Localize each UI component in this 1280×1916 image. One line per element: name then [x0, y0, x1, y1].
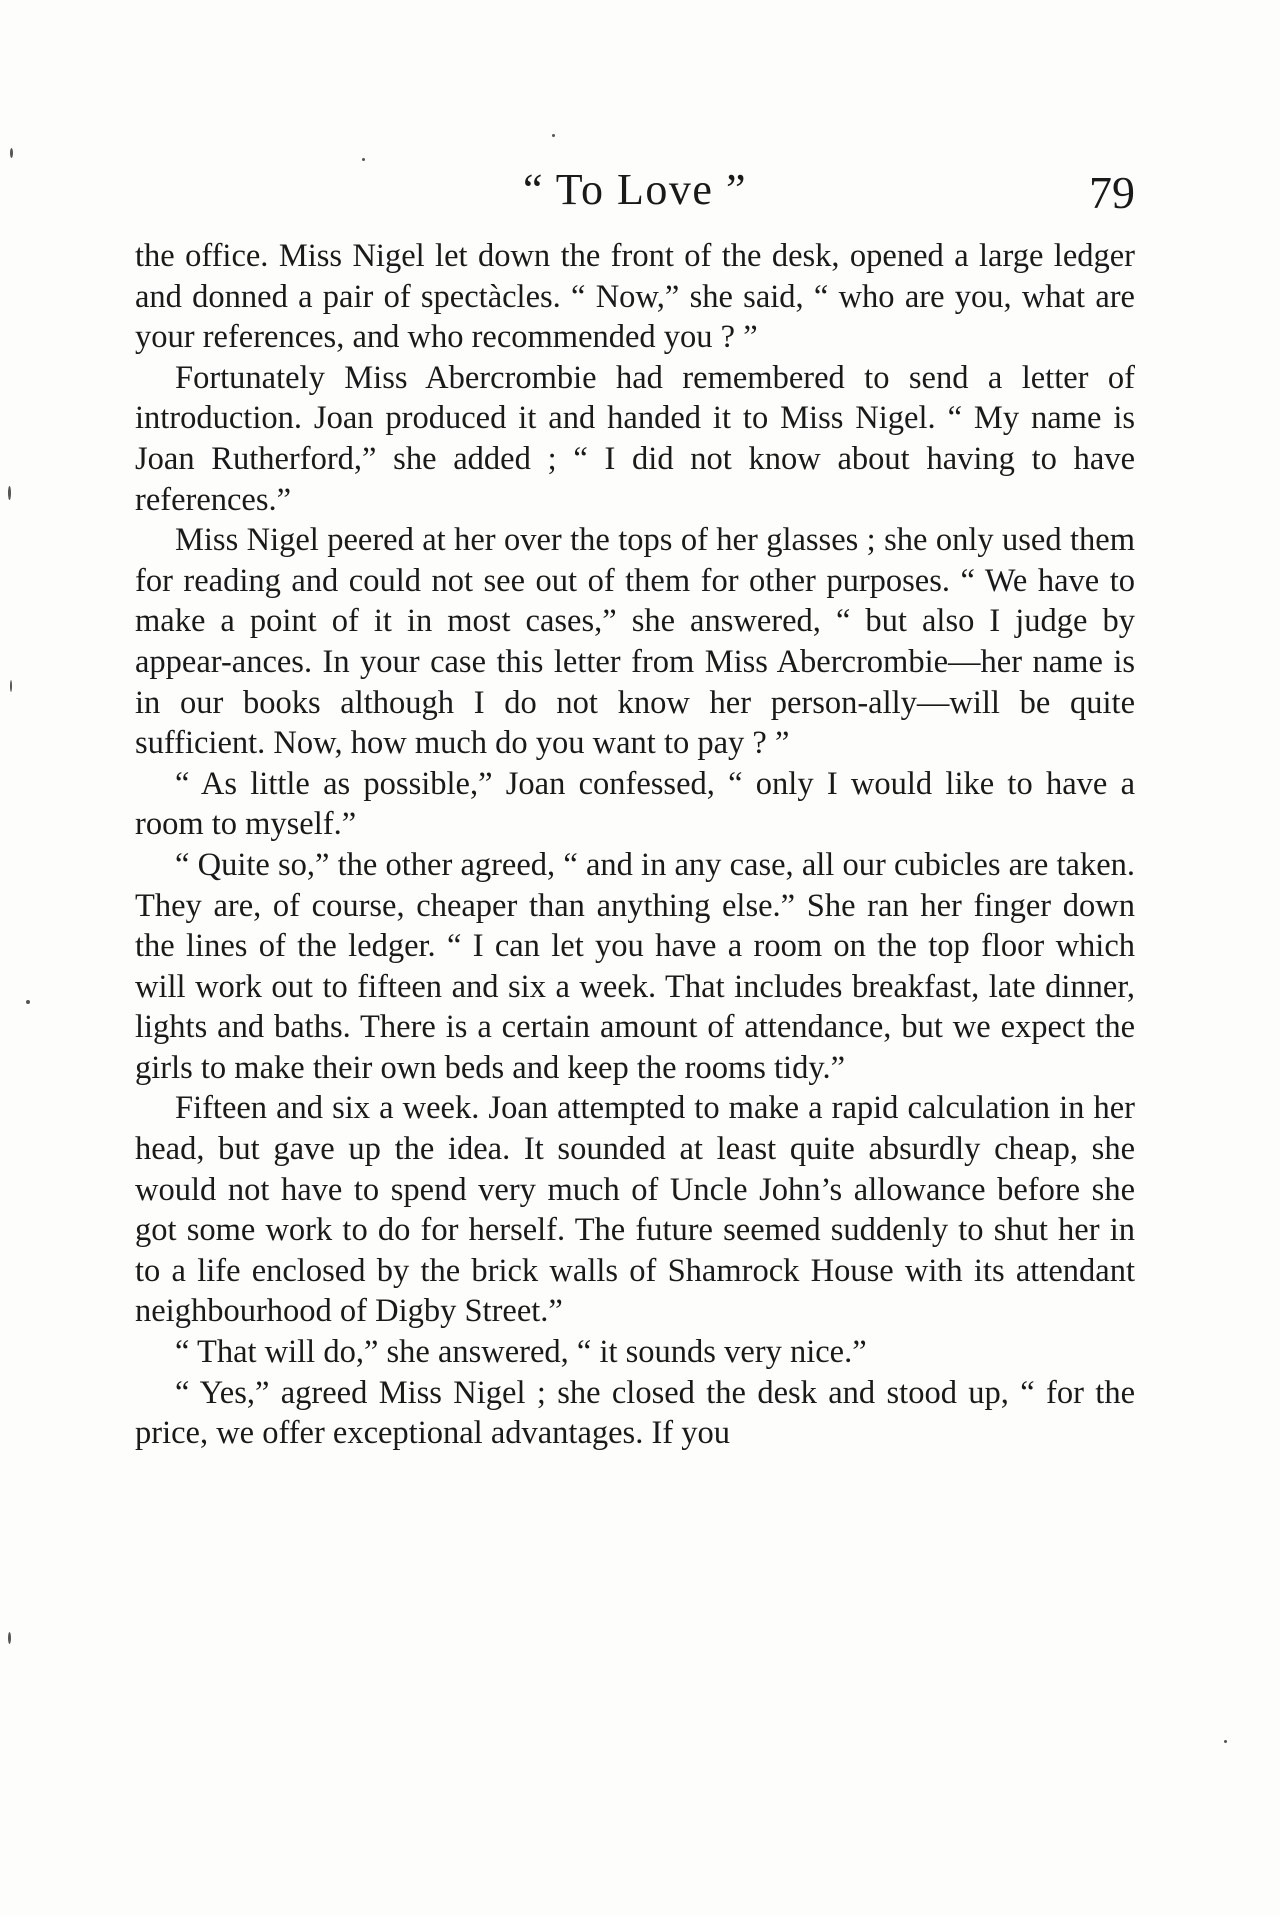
paragraph: Fortunately Miss Abercrombie had remembered to send a letter of introduction. Joan produced it and handed it to Miss Nigel. “ My name is Joan Rutherford,” she added ; “ I did not know about having to have references.”	[135, 359, 1135, 518]
scan-speck	[10, 680, 12, 692]
paragraph: “ That will do,” she answered, “ it sounds very nice.”	[175, 1334, 867, 1371]
paragraph: Miss Nigel peered at her over the tops of her glasses ; she only used them for reading and could not see out of them for other purposes. “ We have to make a point of it in most cases,” she answered, “ but also I judge by appear-ances. In your case this letter from Miss Abercrombie—her name is in our books although I do not know her person-ally—will be quite sufficient. Now, how much do you want to pay ? ”	[135, 522, 1135, 762]
running-head	[135, 158, 1135, 228]
scan-speck	[26, 1000, 30, 1004]
running-title: “ To Love ”	[523, 165, 747, 214]
scan-speck	[1224, 1740, 1227, 1743]
paragraph: Fifteen and six a week. Joan attempted to make a rapid calculation in her head, but gave up the idea. It sounded at least quite absurdly cheap, she would not have to spend very much of Uncle John’s allowance before she got some work to do for herself. The future seemed suddenly to shut her in to a life enclosed by the brick walls of Shamrock House with its attendant neighbourhood of Digby Street.”	[135, 1090, 1135, 1330]
page-number: 79	[1089, 167, 1135, 218]
paragraph: “ As little as possible,” Joan confessed, “ only I would like to have a room to myself.”	[135, 765, 1135, 843]
scan-speck	[552, 134, 555, 137]
body-text	[135, 236, 1135, 1454]
scan-speck	[8, 486, 11, 500]
paragraph: “ Quite so,” the other agreed, “ and in any case, all our cubicles are taken. They are, of course, cheaper than anything else.” She ran her finger down the lines of the ledger. “ I can let you have a room on the top floor which will work out to fifteen and six a week. That includes breakfast, late dinner, lights and baths. There is a certain amount of attendance, but we expect the girls to make their own beds and keep the rooms tidy.”	[135, 846, 1135, 1086]
paragraph: “ Yes,” agreed Miss Nigel ; she closed the desk and stood up, “ for the price, we offer exceptional advantages. If you	[135, 1374, 1135, 1452]
scan-speck	[362, 158, 365, 161]
scan-speck	[10, 148, 13, 158]
paragraph: the office. Miss Nigel let down the front of the desk, opened a large ledger and donned a pair of spectàcles. “ Now,” she said, “ who are you, what are your references, and who recommended you ? ”	[135, 238, 1135, 356]
scan-speck	[8, 1632, 11, 1644]
